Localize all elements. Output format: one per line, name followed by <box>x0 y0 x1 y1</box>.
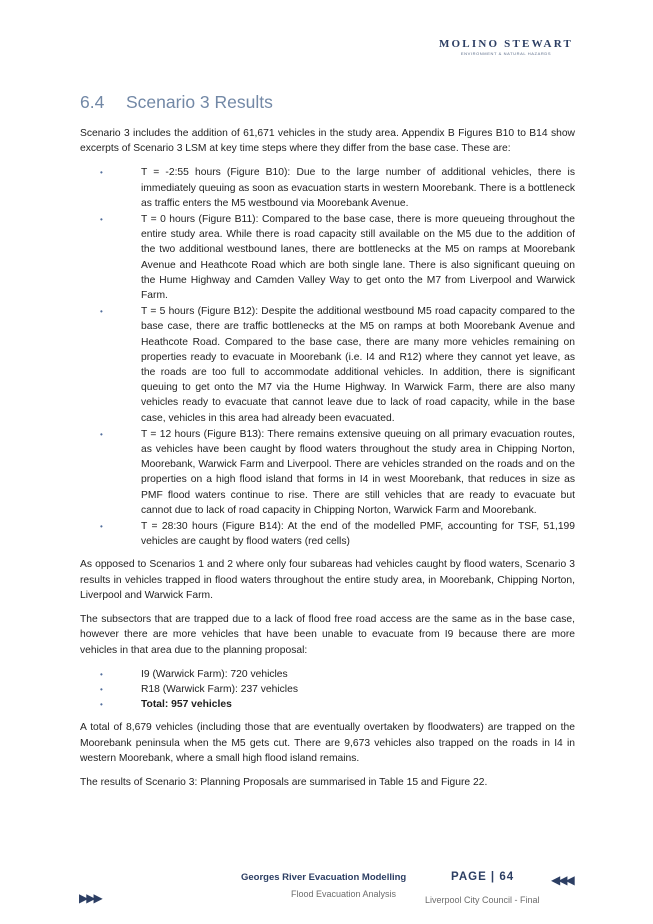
list-item <box>80 519 575 549</box>
logo-tagline: ENVIRONMENT & NATURAL HAZARDS <box>460 51 552 56</box>
bullet-icon: • <box>100 215 103 225</box>
time-step-text: T = 5 hours (Figure B12): Despite the additional westbound M5 road capacity compared to the base case, there are traffic bottlenecks at the M5 on ramps at both Moorebank Avenue and Heathcote Road. Compared to the base case, there are many more vehicles remaining on properties ready to evacuate in Moorebank (i.e. I4 and R12) where they cannot yet leave, as the roads are too full to accommodate additional vehicles. In addition, there is significant queuing to get onto the M7 via the Hume Highway. In Warwick Farm, there are also many vehicles ready to evacuate that cannot leave due to lack of road capacity, while in the base case, vehicles in this area had already been evacuated. <box>141 306 575 424</box>
logo-wordmark: MOLINO STEWART <box>438 38 573 50</box>
bullet-icon: • <box>100 684 103 694</box>
list-item <box>80 667 575 682</box>
triple-arrow-left-icon: ◀◀◀ <box>551 873 573 887</box>
results-summary-paragraph: The results of Scenario 3: Planning Proposals are summarised in Table 15 and Figure 22. <box>80 776 488 788</box>
subsectors-paragraph: The subsectors that are trapped due to a lack of flood free road access are the same as in the base case, however there are more vehicles that have been unable to evacuate from I9 because there are more vehicles in that area due to the planning proposal: <box>80 614 575 656</box>
time-step-text: T = 28:30 hours (Figure B14): At the end of the modelled PMF, accounting for TSF, 51,199 vehicles are caught by flood waters (red cells) <box>141 521 575 548</box>
comparison-paragraph: As opposed to Scenarios 1 and 2 where only four subareas had vehicles caught by flood waters, Scenario 3 results in vehicles trapped in flood waters throughout the entire study area, in Moorebank, Chipping Norton, Liverpool and Warwick Farm. <box>80 559 575 601</box>
trapped-vehicles-list <box>80 667 575 713</box>
time-step-text: T = -2:55 hours (Figure B10): Due to the large number of additional vehicles, there is immediately queuing as soon as evacuation starts in western Moorebank. There is a bottleneck as traffic enters the M5 westbound via Moorebank Avenue. <box>141 167 575 209</box>
intro-paragraph: Scenario 3 includes the addition of 61,671 vehicles in the study area. Appendix B Figures B10 to B14 show excerpts of Scenario 3 LSM at key time steps where they differ from the base case. These are: <box>80 128 575 155</box>
company-logo <box>439 38 573 56</box>
bullet-icon: • <box>100 168 103 178</box>
list-item <box>80 304 575 426</box>
time-step-list <box>80 165 575 549</box>
bullet-icon: • <box>100 700 103 710</box>
trapped-total-text: Total: 957 vehicles <box>141 699 232 711</box>
time-step-text: T = 12 hours (Figure B13): There remains extensive queuing on all primary evacuation routes, as vehicles have been caught by flood waters throughout the study area in Chipping Norton, Moorebank, Warwick Farm and Liverpool. There are vehicles stranded on the roads and on the properties on a high flood island that forms in I4 in west Moorebank, that reduces in size as PMF flood waters continue to rise. There are still vehicles that are ready to evacuate but cannot due to lack of road capacity in Chipping Norton, Warwick Farm and Moorebank. <box>141 428 575 516</box>
trapped-item-text: I9 (Warwick Farm): 720 vehicles <box>141 668 288 680</box>
page-number: PAGE | 64 <box>451 871 515 883</box>
footer-report-subtitle: Flood Evacuation Analysis <box>291 889 397 899</box>
section-heading <box>80 92 273 113</box>
total-trapped-paragraph: A total of 8,679 vehicles (including those that are eventually overtaken by floodwaters) are trapped on the Moorebank peninsula when the M5 gets cut. There are 9,673 vehicles also trapped on the roads in I4 in western Moorebank, where a small high flood island remains. <box>80 722 575 764</box>
bullet-icon: • <box>100 429 103 439</box>
list-item <box>80 697 575 712</box>
time-step-text: T = 0 hours (Figure B11): Compared to the base case, there is more queueing throughout the entire study area. While there is road capacity still available on the M5 due to the addition of the two additional westbound lanes, there are bottlenecks at the M5 on ramps at Moorebank Avenue and Heathcote Road which are both single lane. There is also significant queuing on the Hume Highway and Camden Valley Way to get onto the M7 from Liverpool and Warwick Farm. <box>141 214 575 302</box>
bullet-icon: • <box>100 669 103 679</box>
list-item <box>80 682 575 697</box>
list-item <box>80 427 575 518</box>
section-number: 6.4 <box>80 92 105 112</box>
footer-client: Liverpool City Council - Final <box>425 895 540 905</box>
bullet-icon: • <box>100 307 103 317</box>
section-title: Scenario 3 Results <box>126 92 273 112</box>
page-body <box>80 126 575 799</box>
bullet-icon: • <box>100 522 103 532</box>
triple-arrow-right-icon: ▶▶▶ <box>79 891 101 905</box>
list-item <box>80 212 575 303</box>
footer-report-title: Georges River Evacuation Modelling <box>241 872 407 883</box>
list-item <box>80 165 575 211</box>
trapped-item-text: R18 (Warwick Farm): 237 vehicles <box>141 683 298 695</box>
